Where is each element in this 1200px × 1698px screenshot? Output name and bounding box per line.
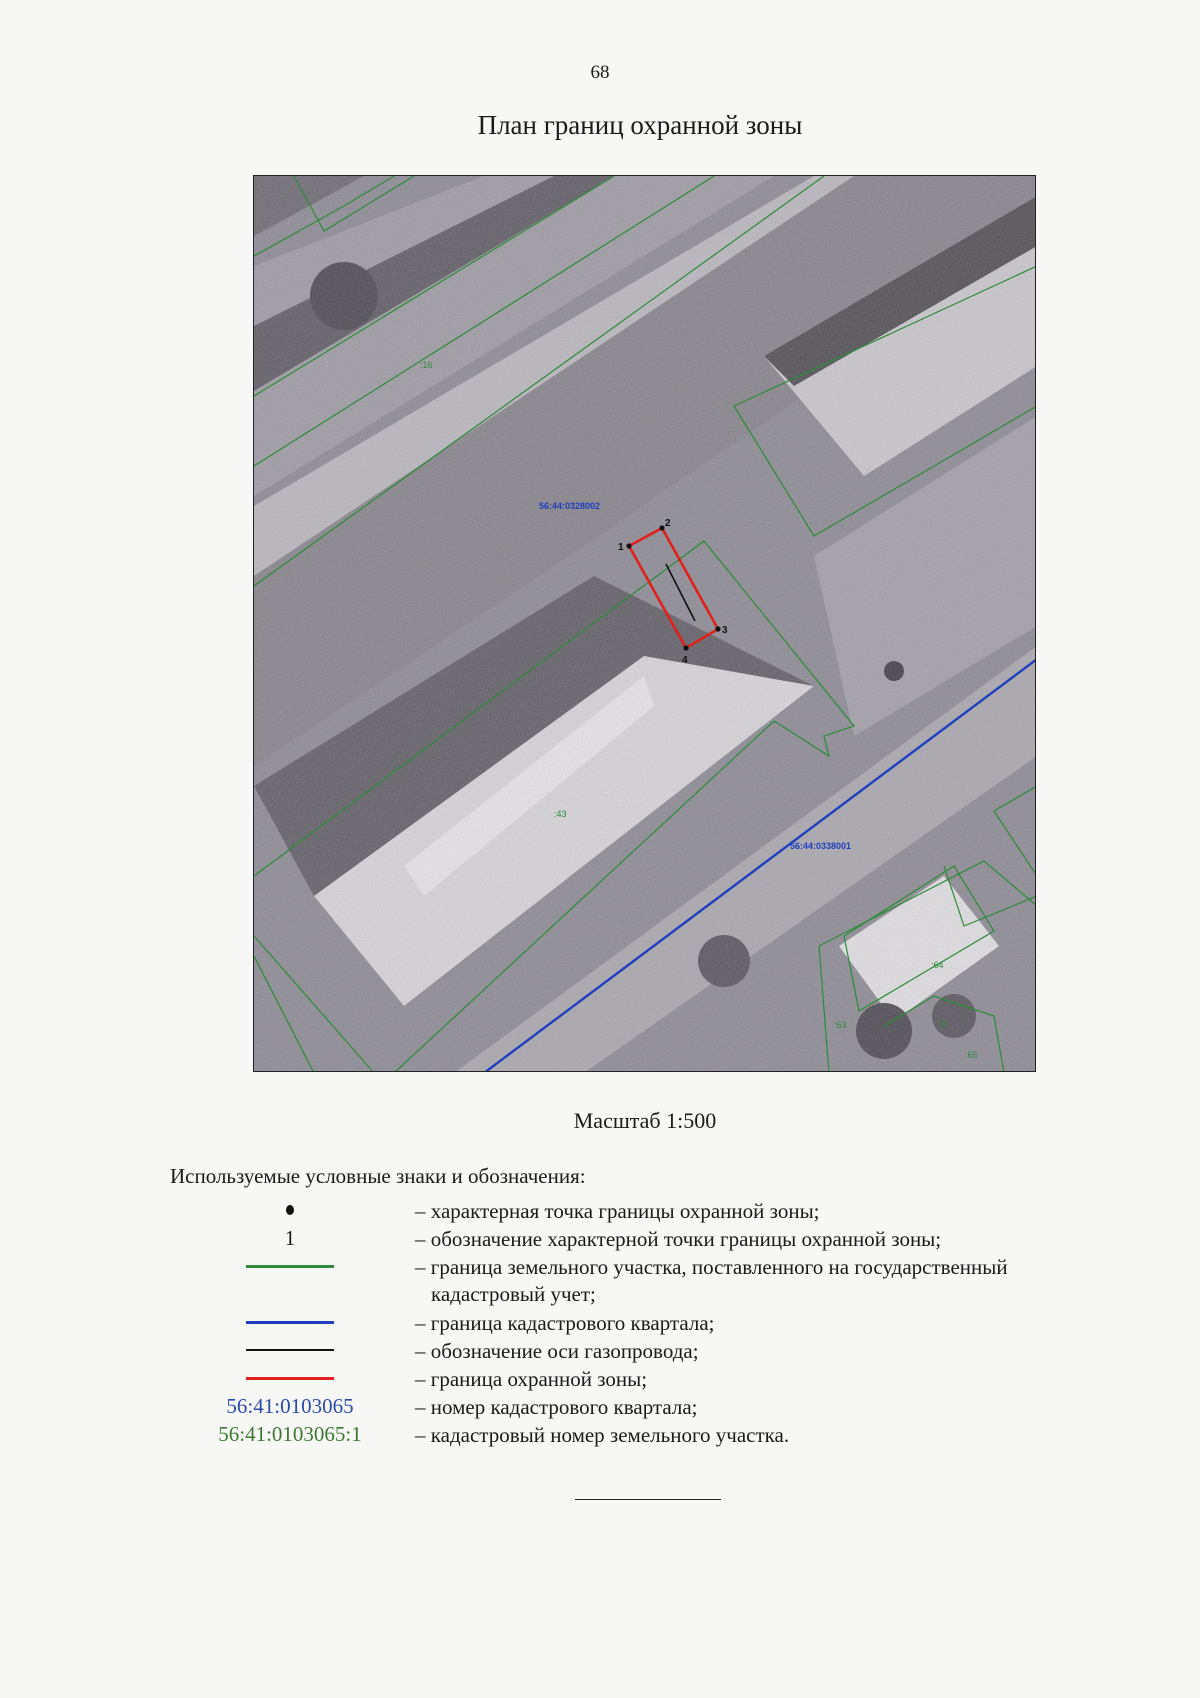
legend-item-parcel-number: [0, 1420, 1200, 1448]
legend-description: – обозначение оси газопровода;: [415, 1339, 699, 1363]
bottom-rule: [575, 1499, 721, 1500]
parcel-label: :63: [834, 1020, 847, 1030]
legend-item-protection-zone: [0, 1364, 1200, 1392]
legend-description: – кадастровый номер земельного участка.: [415, 1423, 790, 1447]
characteristic-point[interactable]: [715, 626, 720, 631]
legend: [0, 1196, 1200, 1448]
legend-description-line: кадастровый учет;: [431, 1282, 596, 1306]
characteristic-point[interactable]: [683, 645, 688, 650]
legend-item-parcel-boundary: [0, 1252, 1200, 1308]
parcel-label: :65: [965, 1050, 978, 1060]
page-title: План границ охранной зоны: [477, 110, 803, 140]
legend-symbol: [190, 1252, 390, 1280]
legend-symbol: [190, 1308, 390, 1336]
parcel-label: :16: [420, 360, 433, 370]
legend-item-point: [0, 1196, 1200, 1224]
legend-description-line: – граница земельного участка, поставленного на государственный: [415, 1255, 1008, 1279]
parcel-label: :64: [931, 960, 944, 970]
legend-description: – граница кадастрового квартала;: [415, 1311, 715, 1335]
characteristic-point[interactable]: [659, 525, 664, 530]
dot-icon: [286, 1205, 294, 1215]
legend-item-quarter-number: [0, 1392, 1200, 1420]
legend-symbol: 56:41:0103065: [226, 1393, 354, 1418]
quarter-label: 56:44:0338001: [790, 841, 852, 851]
legend-item-point-label: [0, 1224, 1200, 1252]
legend-heading: Используемые условные знаки и обозначения:: [170, 1164, 586, 1188]
legend-description: – номер кадастрового квартала;: [415, 1395, 698, 1419]
blue-line-icon: [246, 1321, 334, 1324]
black-line-icon: [246, 1349, 334, 1351]
parcel-label: :43: [554, 809, 567, 819]
legend-description: – граница охранной зоны;: [415, 1367, 648, 1391]
legend-description: – характерная точка границы охранной зоны;: [415, 1199, 820, 1223]
characteristic-point[interactable]: [626, 543, 631, 548]
legend-symbol: [190, 1196, 390, 1224]
legend-symbol: [190, 1364, 390, 1392]
map-view[interactable]: [253, 175, 1036, 1072]
aerial-grain: [254, 176, 1036, 1072]
map-canvas: [254, 176, 1036, 1072]
point-label: 1: [618, 542, 624, 553]
quarter-label: 56:44:0328002: [539, 501, 601, 511]
legend-symbol: 1: [284, 1225, 296, 1250]
point-label: 4: [682, 655, 688, 666]
red-line-icon: [246, 1377, 334, 1380]
point-label: 2: [665, 518, 671, 529]
parcel-label: :9: [938, 1019, 946, 1029]
legend-item-quarter-boundary: [0, 1308, 1200, 1336]
point-label: 3: [722, 625, 728, 636]
map-scale: Масштаб 1:500: [573, 1108, 717, 1133]
green-line-icon: [246, 1265, 334, 1268]
legend-symbol: 56:41:0103065:1: [218, 1421, 362, 1446]
legend-description: [415, 1254, 1135, 1308]
legend-description: – обозначение характерной точки границы охранной зоны;: [415, 1227, 942, 1251]
legend-symbol: [190, 1336, 390, 1364]
legend-item-pipeline-axis: [0, 1336, 1200, 1364]
page-number: 68: [590, 62, 610, 83]
